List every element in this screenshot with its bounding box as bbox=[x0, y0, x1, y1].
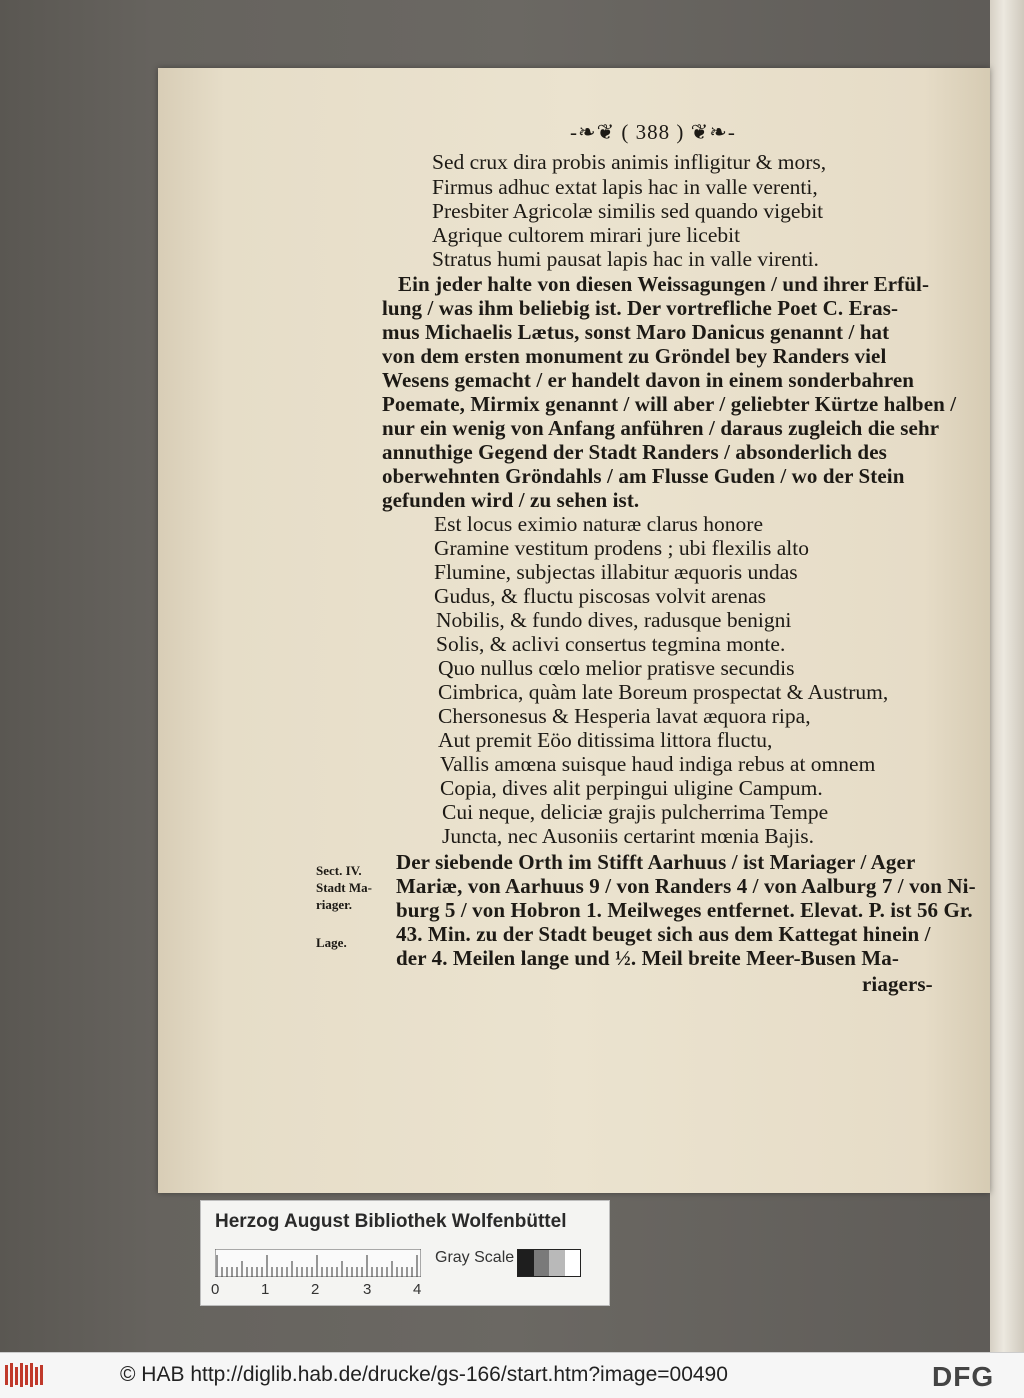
footer-bar bbox=[0, 1352, 1024, 1398]
ruler-number: 2 bbox=[311, 1281, 320, 1298]
verse-line: Cimbrica, quàm late Boreum prospectat & Austrum, bbox=[438, 680, 889, 704]
gray-swatch bbox=[549, 1250, 565, 1276]
prose-line: annuthige Gegend der Stadt Randers / absonderlich des bbox=[382, 440, 887, 464]
verse-line: Chersonesus & Hesperia lavat æquora ripa, bbox=[438, 704, 811, 728]
verse-line: Firmus adhuc extat lapis hac in valle verenti, bbox=[432, 175, 818, 199]
margin-note-section: Sect. IV. Stadt Ma- riager. bbox=[316, 863, 372, 912]
verse-line: Gudus, & fluctu piscosas volvit arenas bbox=[434, 584, 767, 608]
next-page-edge bbox=[990, 0, 1024, 1352]
hab-logo-icon bbox=[4, 1361, 46, 1389]
prose-line: mus Michaelis Lætus, sonst Maro Danicus genannt / hat bbox=[382, 320, 890, 344]
prose-line: Mariæ, von Aarhuus 9 / von Randers 4 / von Aalburg 7 / von Ni- bbox=[396, 874, 976, 898]
ruler-number: 0 bbox=[211, 1281, 220, 1298]
verse-line: Copia, dives alit perpingui uligine Campum. bbox=[440, 776, 823, 800]
prose-line: der 4. Meilen lange und ½. Meil breite Meer-Busen Ma- bbox=[396, 946, 899, 970]
verse-line: Stratus humi pausat lapis hac in valle virenti. bbox=[432, 247, 819, 271]
verse-line: Flumine, subjectas illabitur æquoris undas bbox=[434, 560, 798, 584]
catchword: riagers- bbox=[862, 972, 933, 996]
margin-note-location: Lage. bbox=[316, 935, 347, 950]
prose-line: Poemate, Mirmix genannt / will aber / geliebter Kürtze halben / bbox=[382, 392, 957, 416]
prose-line: Wesens gemacht / er handelt davon in einem sonderbahren bbox=[382, 368, 915, 392]
verse-line: Agrique cultorem mirari jure licebit bbox=[432, 223, 741, 247]
prose-line: lung / was ihm beliebig ist. Der vortrefliche Poet C. Eras- bbox=[382, 296, 899, 320]
prose-line: 43. Min. zu der Stadt beuget sich aus dem Kattegat hinein / bbox=[396, 922, 931, 946]
ruler-numbers bbox=[211, 1281, 431, 1301]
prose-line: von dem ersten monument zu Gröndel bey Randers viel bbox=[382, 344, 887, 368]
color-calibration-bar bbox=[200, 1200, 610, 1306]
footer-link[interactable]: © HAB http://diglib.hab.de/drucke/gs-166/start.htm?image=00490 bbox=[120, 1363, 728, 1386]
prose-line: oberwehnten Gröndahls / am Flusse Guden / wo der Stein bbox=[382, 464, 905, 488]
verse-line: Sed crux dira probis animis infligitur & mors, bbox=[432, 150, 827, 174]
ruler-scale bbox=[215, 1249, 421, 1277]
prose-line: Ein jeder halte von diesen Weissagungen / und ihrer Erfül- bbox=[398, 272, 930, 296]
gray-scale-swatches bbox=[517, 1249, 581, 1277]
ruler-number: 4 bbox=[413, 1281, 422, 1298]
gray-swatch bbox=[518, 1250, 534, 1276]
gray-scale-label: Gray Scale bbox=[435, 1249, 515, 1266]
gray-swatch bbox=[534, 1250, 550, 1276]
ruler-number: 1 bbox=[261, 1281, 270, 1298]
gray-swatch bbox=[565, 1250, 581, 1276]
verse-line: Cui neque, deliciæ grajis pulcherrima Tempe bbox=[442, 800, 829, 824]
verse-line: Juncta, nec Ausoniis certarint mœnia Bajis. bbox=[442, 824, 814, 848]
prose-line: Der siebende Orth im Stifft Aarhuus / ist Mariager / Ager bbox=[396, 850, 916, 874]
verse-line: Est locus eximio naturæ clarus honore bbox=[434, 512, 763, 536]
verse-line: Gramine vestitum prodens ; ubi flexilis alto bbox=[434, 536, 809, 560]
verse-line: Presbiter Agricolæ similis sed quando vigebit bbox=[432, 199, 824, 223]
prose-line: burg 5 / von Hobron 1. Meilweges entfernet. Elevat. P. ist 56 Gr. bbox=[396, 898, 973, 922]
verse-line: Quo nullus cœlo melior pratisve secundis bbox=[438, 656, 795, 680]
verse-line: Nobilis, & fundo dives, radusque benigni bbox=[436, 608, 792, 632]
dfg-logo: DFG bbox=[932, 1361, 995, 1392]
page-header: -❧❦ ( 388 ) ❦❧- bbox=[570, 120, 736, 144]
verse-line: Vallis amœna suisque haud indiga rebus at omnem bbox=[440, 752, 876, 776]
verse-line: Aut premit Eöo ditissima littora fluctu, bbox=[438, 728, 773, 752]
verse-line: Solis, & aclivi consertus tegmina monte. bbox=[436, 632, 786, 656]
colorbar-title: Herzog August Bibliothek Wolfenbüttel bbox=[215, 1211, 567, 1232]
prose-line: nur ein wenig von Anfang anführen / daraus zugleich die sehr bbox=[382, 416, 940, 440]
ruler-number: 3 bbox=[363, 1281, 372, 1298]
prose-line: gefunden wird / zu sehen ist. bbox=[382, 488, 640, 512]
